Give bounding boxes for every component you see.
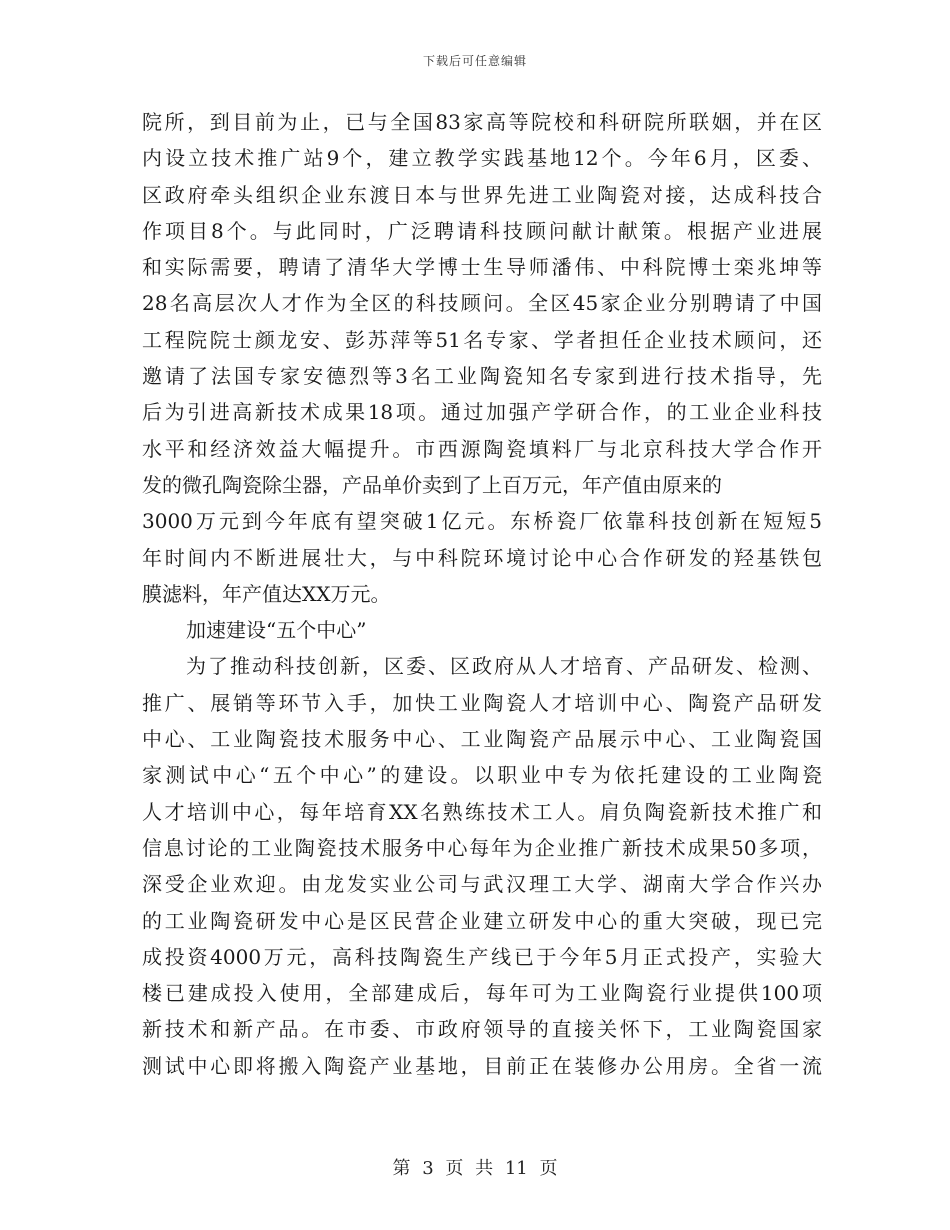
- text-line: 成投资4000万元，高科技陶瓷生产线已于今年5月正式投产，实验大: [142, 944, 822, 969]
- text-line: 年时间内不断进展壮大，与中科院环境讨论中心合作研发的羟基铁包: [142, 545, 822, 570]
- text-line: 28名高层次人才作为全区的科技顾问。全区45家企业分别聘请了中国: [142, 291, 822, 316]
- text-line: 和实际需要，聘请了清华大学博士生导师潘伟、中科院博士栾兆坤等: [142, 255, 822, 280]
- text-line: 中心、工业陶瓷技术服务中心、工业陶瓷产品展示中心、工业陶瓷国: [142, 727, 822, 752]
- text-line: 院所，到目前为止，已与全国83家高等院校和科研院所联姻，并在区: [142, 110, 822, 134]
- text-line: 工程院院士颜龙安、彭苏萍等51名专家、学者担任企业技术顾问，还: [142, 327, 822, 352]
- text-line: 膜滤料，年产值达XX万元。: [142, 581, 391, 606]
- page-number: 第 3 页 共 11 页: [392, 1158, 558, 1179]
- text-line: 区政府牵头组织企业东渡日本与世界先进工业陶瓷对接，达成科技合: [142, 182, 822, 207]
- text-line: 深受企业欢迎。由龙发实业公司与武汉理工大学、湖南大学合作兴办: [142, 872, 822, 897]
- text-line: 邀请了法国专家安德烈等3名工业陶瓷知名专家到进行技术指导，先: [142, 364, 822, 389]
- text-line: 水平和经济效益大幅提升。市西源陶瓷填料厂与北京科技大学合作开: [142, 436, 822, 461]
- text-line: 为了推动科技创新，区委、区政府从人才培育、产品研发、检测、: [186, 654, 822, 679]
- text-line: 新技术和新产品。在市委、市政府领导的直接关怀下，工业陶瓷国家: [142, 1017, 822, 1042]
- document-body: [142, 104, 822, 1084]
- text-line: 家测试中心“五个中心”的建设。以职业中专为依托建设的工业陶瓷: [142, 763, 822, 788]
- text-line: 楼已建成投入使用，全部建成后，每年可为工业陶瓷行业提供100项: [142, 981, 822, 1006]
- page-header: 下载后可任意编辑: [422, 54, 527, 68]
- text-line: 发的微孔陶瓷除尘器，产品单价卖到了上百万元，年产值由原来的: [142, 472, 722, 497]
- text-line: 的工业陶瓷研发中心是区民营企业建立研发中心的重大突破，现已完: [142, 908, 822, 933]
- text-line: 测试中心即将搬入陶瓷产业基地，目前正在装修办公用房。全省一流: [142, 1053, 822, 1078]
- text-line: 人才培训中心，每年培育XX名熟练技术工人。肩负陶瓷新技术推广和: [142, 799, 822, 824]
- text-line: 作项目8个。与此同时，广泛聘请科技顾问献计献策。根据产业进展: [142, 218, 822, 243]
- text-line: 推广、展销等环节入手，加快工业陶瓷人才培训中心、陶瓷产品研发: [142, 690, 822, 715]
- section-heading: 加速建设“五个中心”: [186, 618, 367, 643]
- text-line: 后为引进高新技术成果18项。通过加强产学研合作，的工业企业科技: [142, 400, 822, 425]
- text-line: 3000万元到今年底有望突破1亿元。东桥瓷厂依靠科技创新在短短5: [142, 509, 822, 534]
- text-line: 信息讨论的工业陶瓷技术服务中心每年为企业推广新技术成果50多项，: [142, 835, 822, 860]
- text-line: 内设立技术推广站9个，建立教学实践基地12个。今年6月，区委、: [142, 146, 822, 171]
